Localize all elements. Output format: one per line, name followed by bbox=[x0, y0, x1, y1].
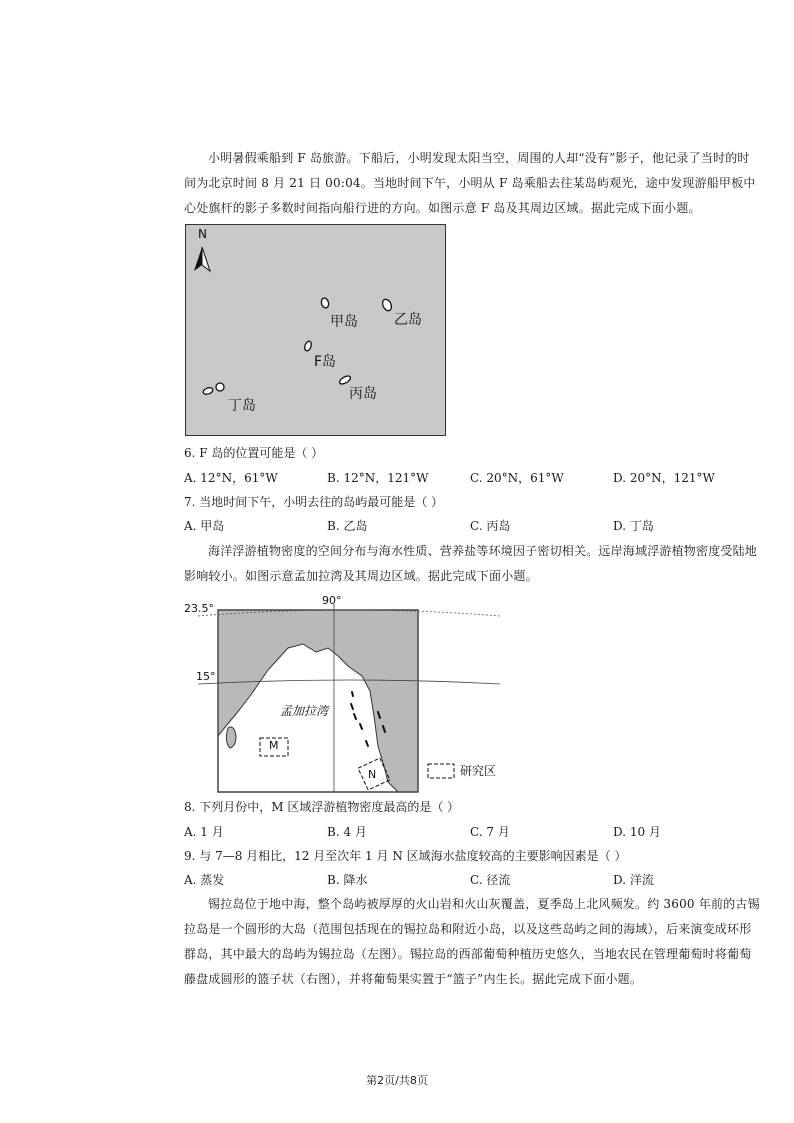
bay-of-bengal-label: 孟加拉湾 bbox=[280, 704, 329, 718]
latitude-15-label: 15° bbox=[196, 670, 216, 683]
label-yi-island: 乙岛 bbox=[394, 312, 422, 328]
page-number: 第2页/共8页 bbox=[366, 1074, 428, 1087]
question-8-stem: 8. 下列月份中，M 区域浮游植物密度最高的是（ ） bbox=[184, 800, 460, 814]
question-6-option-d[interactable]: D. 20°N，121°W bbox=[613, 471, 715, 485]
legend-study-area-label: 研究区 bbox=[460, 764, 497, 778]
question-6-option-a[interactable]: A. 12°N，61°W bbox=[184, 471, 278, 485]
label-bing-island: 丙岛 bbox=[349, 386, 377, 402]
question-9-option-b[interactable]: B. 降水 bbox=[327, 873, 368, 887]
question-6-stem: 6. F 岛的位置可能是（ ） bbox=[184, 446, 324, 460]
island-yi-shape bbox=[381, 298, 393, 312]
map-bay-of-bengal-drawing bbox=[188, 596, 500, 796]
island-ding-shape bbox=[202, 383, 224, 396]
question-8-option-b[interactable]: B. 4 月 bbox=[327, 825, 367, 839]
label-f-island: F岛 bbox=[314, 354, 337, 370]
question-8-option-a[interactable]: A. 1 月 bbox=[184, 825, 224, 839]
sri-lanka-shape bbox=[226, 727, 236, 748]
north-arrow-icon bbox=[194, 247, 210, 271]
question-8-option-c[interactable]: C. 7 月 bbox=[470, 825, 510, 839]
question-7-option-d[interactable]: D. 丁岛 bbox=[613, 519, 654, 533]
question-7-stem: 7. 当地时间下午，小明去往的岛屿最可能是（ ） bbox=[184, 495, 444, 509]
passage-3: 锡拉岛位于地中海，整个岛屿被厚厚的火山岩和火山灰覆盖，夏季岛上北风频发。约 3600 年前的古锡拉岛是一个圆形的大岛（范围包括现在的锡拉岛和附近小岛，以及这些岛屿之间的海域），后来演变成环形群岛，其中最大的岛屿为锡拉岛（左图）。锡拉岛的西部葡萄种植历史悠久，当地农民在管理葡萄时将葡萄藤盘成圆形的篮子状（右图），并将葡萄果实置于“篮子”内生长。据此完成下面小题。 bbox=[184, 897, 760, 986]
map-f-island-drawing bbox=[186, 225, 447, 437]
island-jia-shape bbox=[320, 297, 329, 308]
study-area-m-label: M bbox=[269, 739, 279, 752]
question-8-option-d[interactable]: D. 10 月 bbox=[613, 825, 661, 839]
question-7-option-c[interactable]: C. 丙岛 bbox=[470, 519, 511, 533]
question-6-option-c[interactable]: C. 20°N，61°W bbox=[470, 471, 564, 485]
map-f-island bbox=[185, 224, 446, 436]
question-9-option-a[interactable]: A. 蒸发 bbox=[184, 873, 225, 887]
question-9-stem: 9. 与 7—8 月相比，12 月至次年 1 月 N 区域海水盐度较高的主要影响因素是（ ） bbox=[184, 849, 627, 863]
label-jia-island: 甲岛 bbox=[330, 314, 358, 330]
longitude-90-label: 90° bbox=[322, 594, 342, 607]
label-ding-island: 丁岛 bbox=[228, 398, 256, 414]
latitude-23-5-label: 23.5° bbox=[184, 602, 214, 615]
question-9-option-d[interactable]: D. 洋流 bbox=[613, 873, 654, 887]
question-7-option-a[interactable]: A. 甲岛 bbox=[184, 519, 225, 533]
question-9-option-c[interactable]: C. 径流 bbox=[470, 873, 511, 887]
map-bay-of-bengal bbox=[184, 594, 500, 796]
north-label: N bbox=[198, 227, 207, 241]
passage-2: 海洋浮游植物密度的空间分布与海水性质、营养盐等环境因子密切相关。远岸海域浮游植物密度受陆地影响较小。如图示意孟加拉湾及其周边区域。据此完成下面小题。 bbox=[184, 544, 758, 583]
island-f-shape bbox=[303, 340, 312, 351]
study-area-n-label: N bbox=[368, 768, 377, 781]
passage-1: 小明暑假乘船到 F 岛旅游。下船后，小明发现太阳当空，周围的人却“没有”影子，他记录了当时的时间为北京时间 8 月 21 日 00:04。当地时间下午，小明从 F 岛乘船去往某岛屿观光，途中发现游船甲板中心处旗杆的影子多数时间指向船行进的方向。如图示意 F 岛及其周边区域。据此完成下面小题。 bbox=[184, 151, 756, 215]
question-6-option-b[interactable]: B. 12°N，121°W bbox=[327, 471, 429, 485]
question-7-option-b[interactable]: B. 乙岛 bbox=[327, 519, 368, 533]
legend-study-area-swatch bbox=[428, 764, 454, 778]
